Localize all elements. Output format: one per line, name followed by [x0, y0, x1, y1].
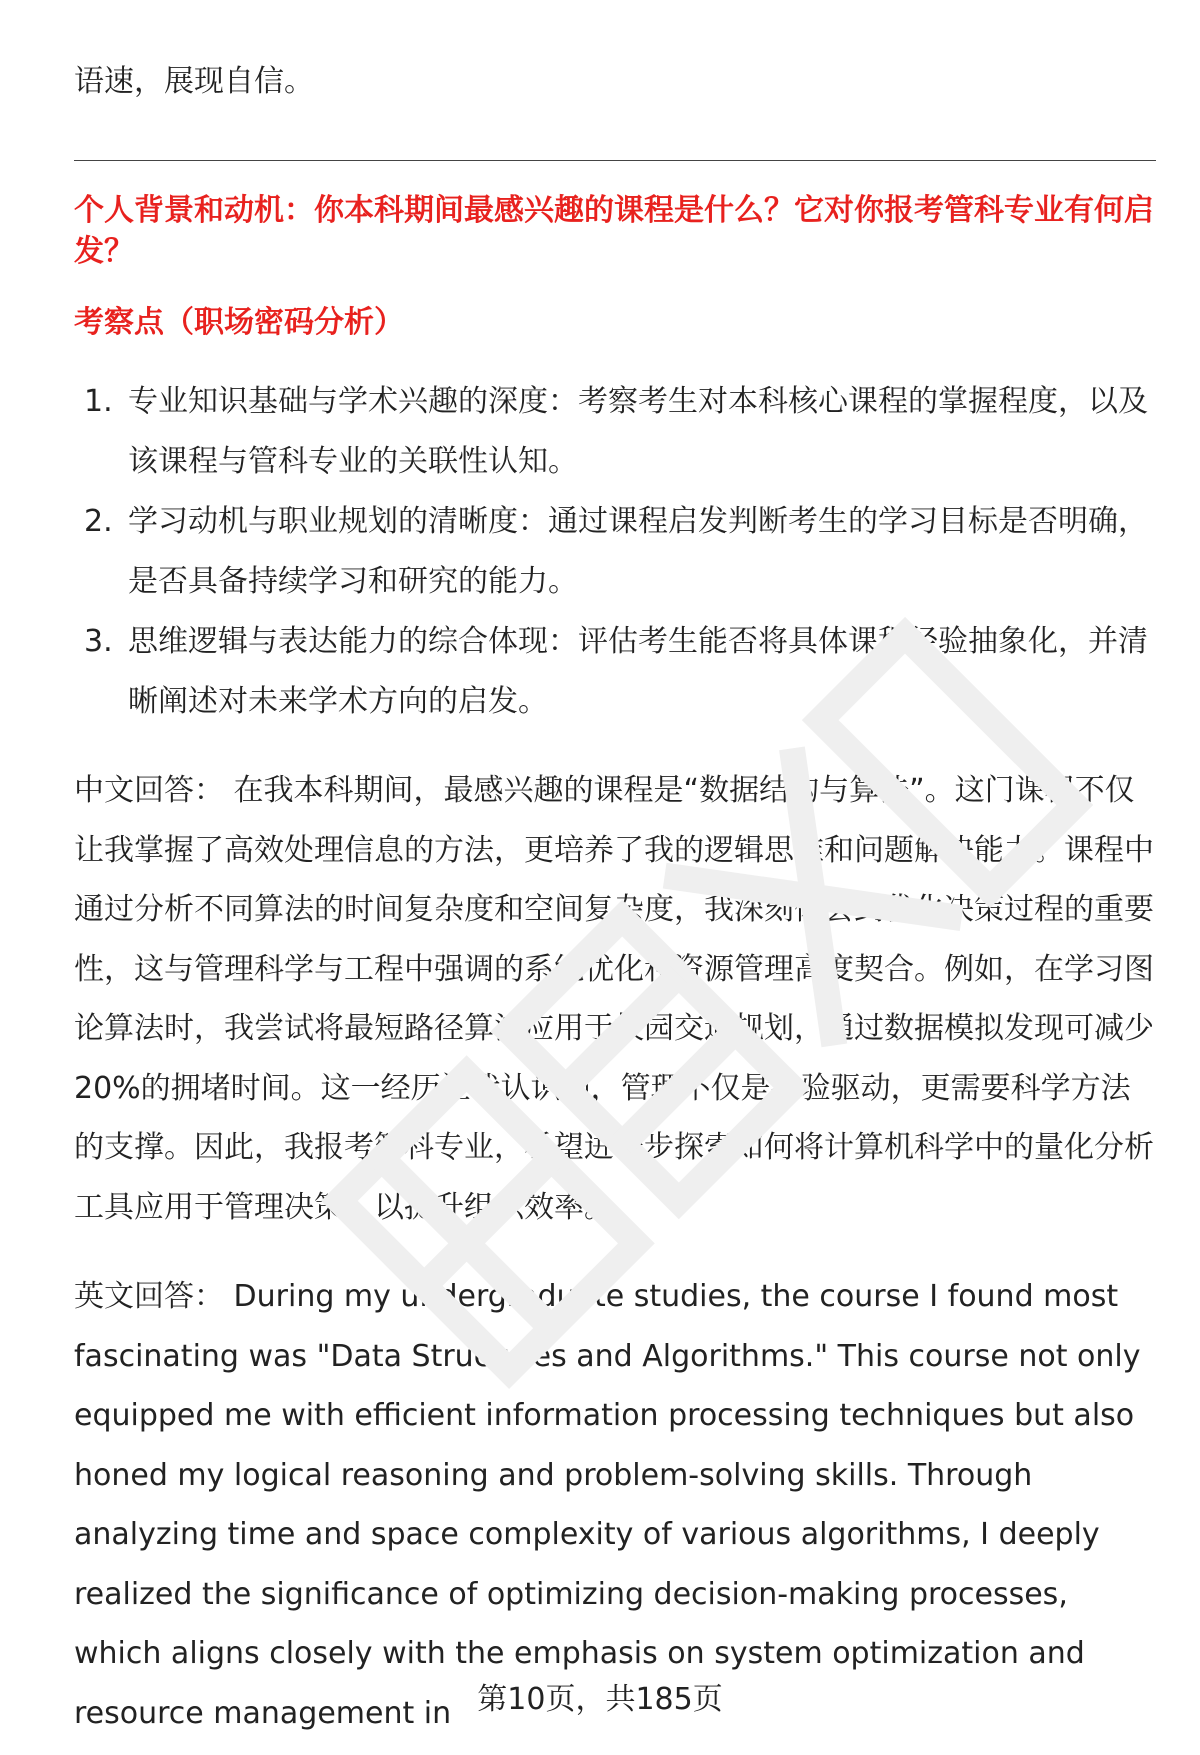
- point-number: 1.: [84, 384, 113, 419]
- evaluation-points-heading: 考察点（职场密码分析）: [74, 305, 404, 340]
- page-number-footer: 第10页，共185页: [477, 1682, 723, 1717]
- evaluation-points-list: [74, 372, 1156, 732]
- evaluation-point: [74, 612, 1156, 732]
- point-number: 2.: [84, 504, 113, 539]
- evaluation-point: [74, 492, 1156, 612]
- english-answer: 英文回答： During my undergraduate studies, the course I found most fascinating was "Data Structures and Algorithms." This course not only equipped me with efficient information processing techniques but also honed my logical reasoning and problem-solving skills. Through analyzing time and space complexity of various algorithms, I deeply realized the significance of optimizing decision-making processes, which aligns closely with the emphasis on system optimization and resource management in: [74, 1279, 1141, 1731]
- evaluation-point: [74, 372, 1156, 492]
- top-continuation-text: 语速，展现自信。: [74, 64, 314, 99]
- point-text: 学习动机与职业规划的清晰度：通过课程启发判断考生的学习目标是否明确，是否具备持续学习和研究的能力。: [128, 504, 1148, 599]
- point-number: 3.: [84, 624, 113, 659]
- point-text: 思维逻辑与表达能力的综合体现：评估考生能否将具体课程经验抽象化，并清晰阐述对未来学术方向的启发。: [128, 624, 1148, 719]
- section-divider: [74, 160, 1156, 161]
- interview-question: 个人背景和动机：你本科期间最感兴趣的课程是什么？它对你报考管科专业有何启发？: [74, 193, 1154, 269]
- chinese-answer: 中文回答： 在我本科期间，最感兴趣的课程是“数据结构与算法”。这门课程不仅让我掌握了高效处理信息的方法，更培养了我的逻辑思维和问题解决能力。课程中通过分析不同算法的时间复杂度和空间复杂度，我深刻体会到优化决策过程的重要性，这与管理科学与工程中强调的系统优化和资源管理高度契合。例如，在学习图论算法时，我尝试将最短路径算法应用于校园交通规划，通过数据模拟发现可减少20%的拥堵时间。这一经历让我认识到，管理不仅是经验驱动，更需要科学方法的支撑。因此，我报考管科专业，希望进一步探索如何将计算机科学中的量化分析工具应用于管理决策，以提升组织效率。: [74, 773, 1154, 1225]
- point-text: 专业知识基础与学术兴趣的深度：考察考生对本科核心课程的掌握程度，以及该课程与管科专业的关联性认知。: [128, 384, 1148, 479]
